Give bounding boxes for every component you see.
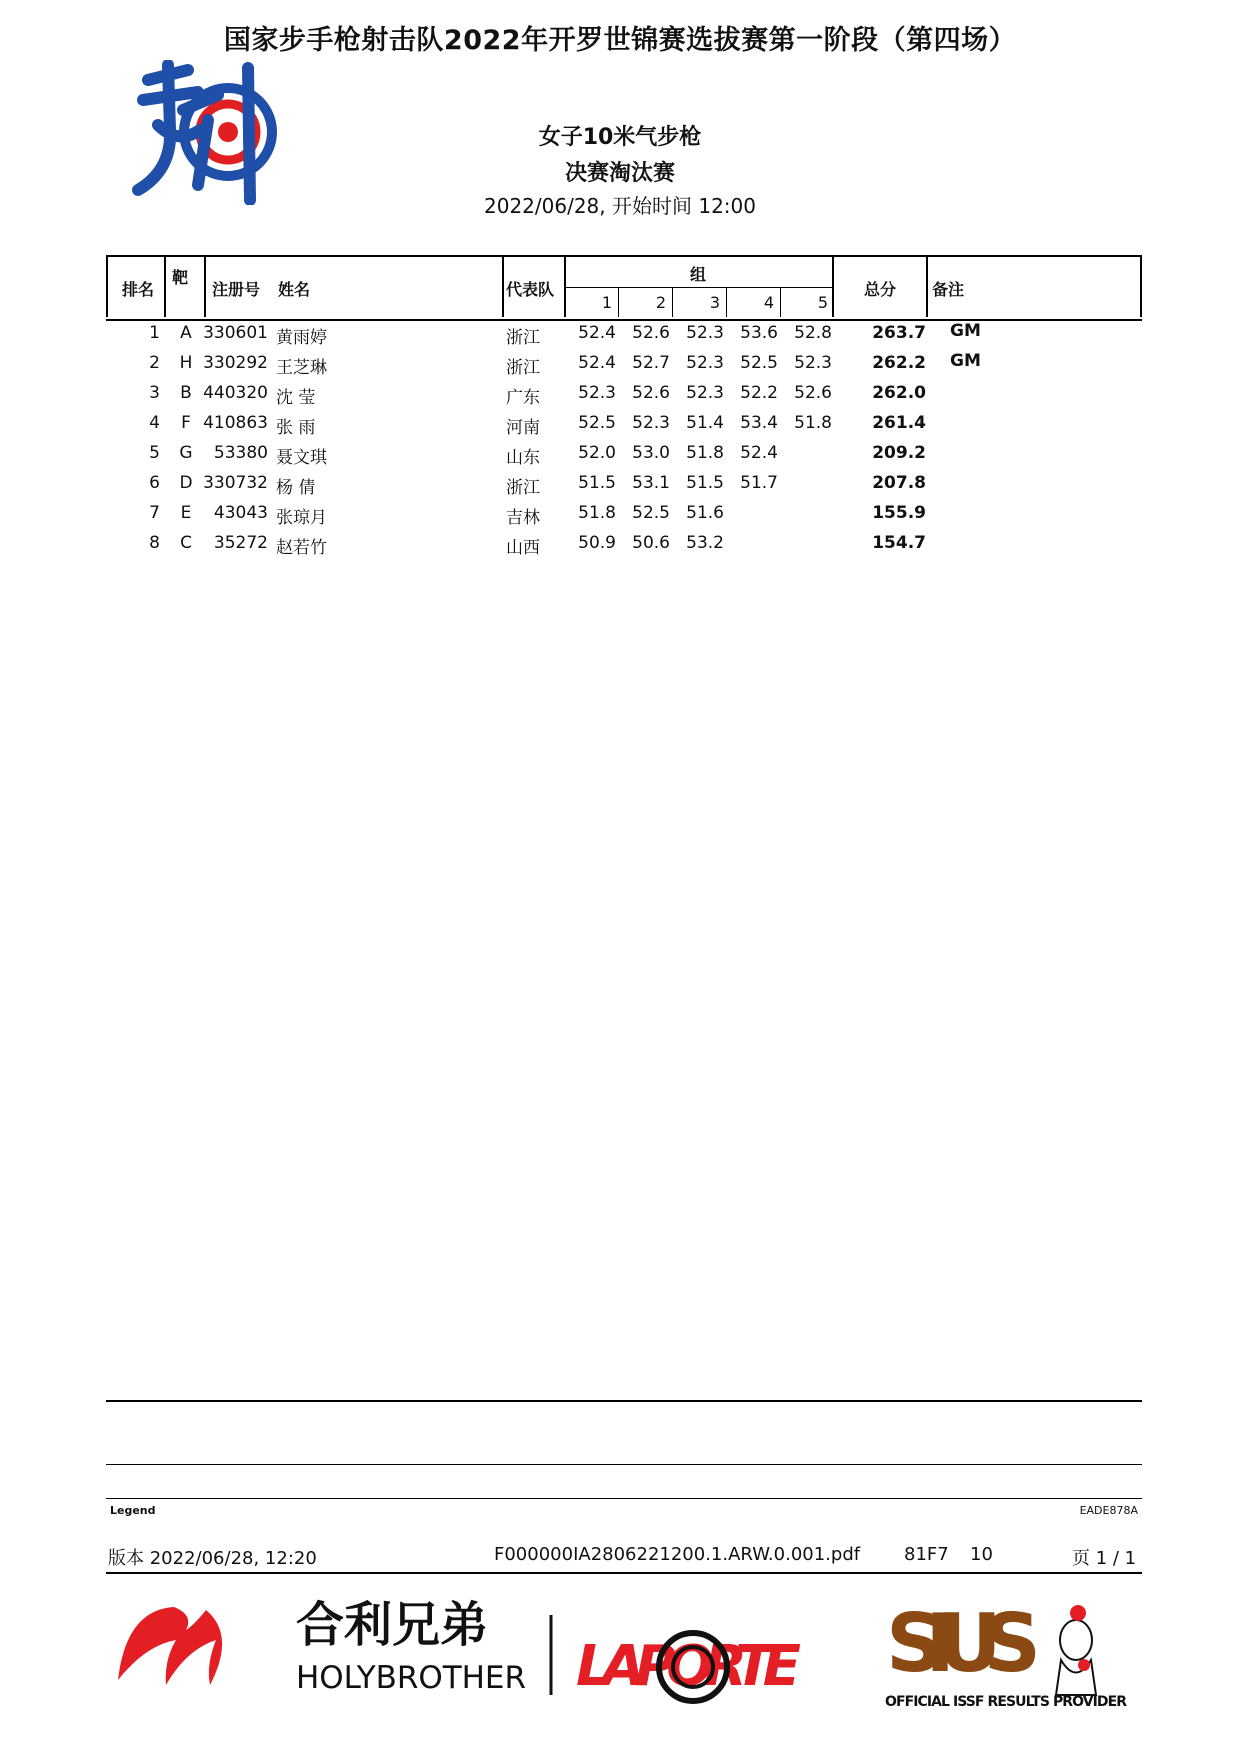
header-group: 组 [690,265,707,284]
score-cell: 52.3 [578,383,616,403]
laporte-logo-icon [576,1633,801,1701]
score-cell: 52.3 [686,323,724,343]
score-cell: 53.2 [686,533,724,553]
score-cell: 52.6 [632,383,670,403]
name-cell: 王芝琳 [276,358,327,378]
header-target: 靶 [172,268,189,287]
score-cell: 52.2 [740,383,778,403]
series-number: 3 [709,293,720,312]
score-cell: 52.4 [578,353,616,373]
target-cell: A [180,323,192,343]
score-cell: 51.7 [740,473,778,493]
score-cell: 51.4 [686,413,724,433]
name-cell: 杨 倩 [276,478,316,498]
target-cell: H [179,353,193,373]
score-cell: 52.6 [794,383,832,403]
holybrother-english: HOLYBROTHER [296,1660,526,1696]
header-divider [106,255,108,317]
target-cell: F [181,413,191,433]
reg-cell: 43043 [213,503,268,523]
score-cell: 52.4 [578,323,616,343]
table-row [0,499,1240,529]
header-divider [832,255,834,317]
footer-rule [106,1400,1142,1402]
score-cell: 52.5 [632,503,670,523]
score-cell: 51.8 [578,503,616,523]
series-number: 2 [655,293,666,312]
score-cell: 52.4 [740,443,778,463]
rank-cell: 2 [149,353,160,373]
competition-title: 国家步手枪射击队2022年开罗世锦赛选拔赛第一阶段（第四场） [223,25,1017,56]
table-row [0,349,1240,379]
score-cell: 51.8 [686,443,724,463]
page-indicator: 页 1 / 1 [1072,1548,1137,1569]
team-cell: 浙江 [506,478,540,498]
header-name: 姓名 [278,280,311,299]
score-cell: 52.3 [632,413,670,433]
score-cell: 50.9 [578,533,616,553]
score-cell: 52.3 [794,353,832,373]
target-cell: E [180,503,192,523]
total-cell: 261.4 [872,413,926,433]
holybrother-logo-icon [118,1597,526,1696]
rank-cell: 5 [149,443,160,463]
name-cell: 张琼月 [276,508,327,528]
score-cell: 51.8 [794,413,832,433]
score-cell: 52.5 [740,353,778,373]
group-underline [564,287,832,288]
series-divider [672,287,673,317]
target-cell: B [180,383,192,403]
laporte-wordmark: LAPORTE [576,1634,801,1699]
series-number: 1 [601,293,612,312]
rank-cell: 4 [149,413,160,433]
total-cell: 263.7 [872,323,926,343]
header-divider [564,255,566,317]
score-cell: 53.1 [632,473,670,493]
score-cell: 52.0 [578,443,616,463]
score-cell: 51.5 [686,473,724,493]
score-cell: 52.8 [794,323,832,343]
legend-label: Legend [110,1504,156,1517]
series-divider [618,287,619,317]
rank-cell: 3 [149,383,160,403]
results-header [106,255,1142,321]
document-code: EADE878A [1079,1504,1138,1517]
event-name: 女子10米气步枪 [538,125,702,150]
name-cell: 黄雨婷 [276,328,327,348]
name-cell: 聂文琪 [276,448,327,468]
reg-cell: 330601 [203,323,268,343]
team-cell: 山西 [506,538,540,558]
sius-wordmark: SIUS [886,1597,1041,1690]
table-row [0,469,1240,499]
team-cell: 山东 [506,448,540,468]
total-cell: 262.2 [872,353,926,373]
rank-cell: 8 [149,533,160,553]
reg-cell: 330292 [203,353,268,373]
hash-code: 81F7 [904,1544,949,1565]
header-divider [502,255,504,317]
target-cell: C [180,533,192,553]
series-divider [780,287,781,317]
score-cell: 52.5 [578,413,616,433]
score-cell: 53.4 [740,413,778,433]
remark-cell: GM [950,351,981,371]
header-reg: 注册号 [212,280,261,299]
holybrother-chinese: 合利兄弟 [296,1597,489,1653]
reg-cell: 440320 [203,383,268,403]
reg-cell: 53380 [213,443,268,463]
header-rank: 排名 [122,280,155,299]
sius-tagline: OFFICIAL ISSF RESULTS PROVIDER [885,1694,1127,1710]
target-cell: G [179,443,193,463]
footer-rule [106,1464,1142,1465]
rank-cell: 1 [149,323,160,343]
total-cell: 207.8 [872,473,926,493]
name-cell: 赵若竹 [276,538,327,558]
score-cell: 52.3 [686,383,724,403]
team-cell: 河南 [506,418,540,438]
team-cell: 浙江 [506,358,540,378]
sponsor-banner [106,1585,1142,1710]
header-divider [926,255,928,317]
team-cell: 广东 [506,388,540,408]
series-divider [726,287,727,317]
score-cell: 52.6 [632,323,670,343]
total-cell: 209.2 [872,443,926,463]
header-remark: 备注 [932,280,965,299]
score-cell: 53.0 [632,443,670,463]
header-team: 代表队 [506,280,555,299]
sius-logo-icon [885,1597,1127,1710]
header-total: 总分 [864,280,897,299]
table-row [0,409,1240,439]
file-name: F000000IA2806221200.1.ARW.0.001.pdf [494,1544,861,1565]
total-cell: 155.9 [872,503,926,523]
version-stamp: 版本 2022/06/28, 12:20 [108,1548,317,1569]
score-cell: 53.6 [740,323,778,343]
score-cell: 50.6 [632,533,670,553]
reg-cell: 35272 [213,533,268,553]
total-cell: 262.0 [872,383,926,403]
series-number: 5 [817,293,828,312]
table-row [0,529,1240,559]
reg-cell: 330732 [203,473,268,493]
name-cell: 张 雨 [276,418,316,438]
header-divider [204,255,206,317]
table-row [0,439,1240,469]
phase-name: 决赛淘汰赛 [564,161,675,186]
score-cell: 51.6 [686,503,724,523]
remark-cell: GM [950,321,981,341]
reg-cell: 410863 [203,413,268,433]
series-number: 4 [763,293,774,312]
rank-cell: 6 [149,473,160,493]
total-cell: 154.7 [872,533,926,553]
name-cell: 沈 莹 [276,388,316,408]
table-row [0,379,1240,409]
start-datetime: 2022/06/28, 开始时间 12:00 [484,194,756,218]
report-number: 10 [970,1544,993,1565]
header-divider [1140,255,1142,317]
team-cell: 吉林 [506,508,540,528]
footer-rule [106,1498,1142,1499]
score-cell: 52.7 [632,353,670,373]
team-cell: 浙江 [506,328,540,348]
footer-rule [106,1572,1142,1574]
table-row [0,319,1240,349]
target-cell: D [179,473,193,493]
sius-mascot-icon [1056,1605,1096,1695]
header-divider [164,255,166,317]
rank-cell: 7 [149,503,160,523]
score-cell: 51.5 [578,473,616,493]
score-cell: 52.3 [686,353,724,373]
